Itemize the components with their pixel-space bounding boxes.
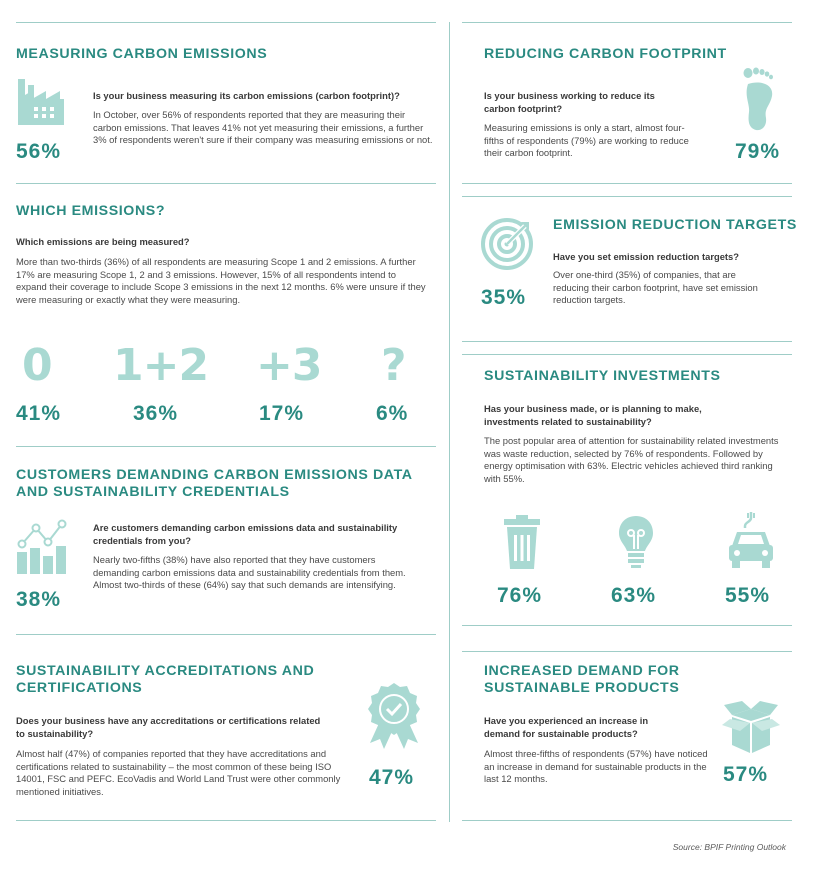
investments-body: The post popular area of attention for sustainability related investments was waste reduction, selected by 76% of respondents. Followed by energy optimisation with 63%. Electric vehicles achieved third ranking with 55%.: [484, 435, 779, 484]
section-title: EMISSION REDUCTION TARGETS: [553, 217, 797, 233]
divider-reducing: [462, 183, 792, 184]
divider-measuring: [16, 183, 436, 184]
scope-3-figure: +3: [256, 340, 322, 391]
scope-3-percentage: 17%: [259, 402, 305, 425]
divider-invest: [462, 354, 792, 355]
divider-customers: [16, 634, 436, 635]
accreditations-question: Does your business have any accreditations or certifications related to sustainability?: [16, 715, 321, 739]
reducing-percentage: 79%: [735, 140, 781, 163]
scope-none-percentage: 41%: [16, 402, 62, 425]
factory-icon: [16, 77, 66, 127]
measuring-question: Is your business measuring its carbon emissions (carbon footprint)?: [93, 90, 400, 101]
demand-body: Almost three-fifths of respondents (57%) have noticed an increase in demand for sustainable products in the last 12 months.: [484, 748, 708, 784]
section-title: INCREASED DEMAND FOR SUSTAINABLE PRODUCTS: [484, 663, 680, 696]
waste-reduction-percentage: 76%: [497, 584, 543, 607]
divider-which: [16, 446, 436, 447]
footprint-icon: [740, 66, 780, 132]
divider-invest-bottom: [462, 625, 792, 626]
scope-1-2-figure: 1+2: [113, 340, 209, 391]
customers-question: Are customers demanding carbon emissions data and sustainability credentials from you?: [93, 522, 398, 546]
electric-vehicles-percentage: 55%: [725, 584, 771, 607]
scope-none-figure: 0: [22, 340, 52, 391]
scope-1-2-percentage: 36%: [133, 402, 179, 425]
reducing-question: Is your business working to reduce its carbon footprint?: [484, 90, 655, 114]
top-rule-right: [462, 22, 792, 23]
chart-icon: [16, 518, 68, 574]
section-title: MEASURING CARBON EMISSIONS: [16, 46, 268, 62]
targets-body: Over one-third (35%) of companies, that are reducing their carbon footprint, have set emission reduction targets.: [553, 269, 758, 305]
customers-percentage: 38%: [16, 588, 62, 611]
targets-question: Have you set emission reduction targets?: [553, 251, 739, 262]
accreditations-body: Almost half (47%) of companies reported that they have accreditations and certifications related to sustainability – the most common of these being ISO 14001, FSC and PEFC. EcoVadis and World Land Trust were other commonly mentioned initiatives.: [16, 748, 341, 797]
section-title: REDUCING CARBON FOOTPRINT: [484, 46, 727, 62]
section-title: CUSTOMERS DEMANDING CARBON EMISSIONS DATA AND SUSTAINABILITY CREDENTIALS: [16, 467, 413, 500]
scope-unsure-percentage: 6%: [376, 402, 409, 425]
box-icon: [722, 701, 780, 753]
source-note: Source: BPIF Printing Outlook: [672, 842, 786, 852]
bottom-rule-left: [16, 820, 436, 821]
target-icon: [481, 218, 533, 270]
award-badge-icon: [366, 681, 422, 751]
measuring-percentage: 56%: [16, 140, 62, 163]
which-question: Which emissions are being measured?: [16, 236, 190, 247]
divider-targets-bottom: [462, 341, 792, 342]
demand-percentage: 57%: [723, 763, 769, 786]
which-body: More than two-thirds (36%) of all respondents are measuring Scope 1 and 2 emissions. A further 17% are measuring Scope 1, 2 and 3 emissions. However, 15% of all respondents intend to expand their coverage to include Scope 3 emissions in the next 12 months. 6% were unsure if they were measuring or exactly what they were measuring.: [16, 256, 426, 305]
top-rule-left: [16, 22, 436, 23]
investments-question: Has your business made, or is planning to make, investments related to sustainability?: [484, 403, 702, 427]
electric-car-icon: [728, 512, 774, 570]
lightbulb-icon: [618, 515, 654, 569]
customers-body: Nearly two-fifths (38%) have also reported that they have customers demanding carbon emissions data and sustainability credentials from them. Almost two-thirds of these (64%) say that such demands are intensifying.: [93, 554, 406, 590]
energy-optimisation-percentage: 63%: [611, 584, 657, 607]
accreditations-percentage: 47%: [369, 766, 415, 789]
demand-question: Have you experienced an increase in demand for sustainable products?: [484, 715, 649, 739]
divider-demand: [462, 651, 792, 652]
reducing-body: Measuring emissions is only a start, almost four-fifths of respondents (79%) are working to reduce their carbon footprint.: [484, 122, 689, 158]
bottom-rule-right: [462, 820, 792, 821]
divider-targets: [462, 196, 792, 197]
scope-unsure-figure: ?: [381, 340, 406, 391]
targets-percentage: 35%: [481, 286, 527, 309]
section-title: SUSTAINABILITY INVESTMENTS: [484, 368, 721, 384]
column-divider: [449, 22, 450, 822]
bin-icon: [502, 515, 542, 569]
section-title: SUSTAINABILITY ACCREDITATIONS AND CERTIFICATIONS: [16, 663, 315, 696]
measuring-body: In October, over 56% of respondents reported that they are measuring their carbon emissions. That leaves 41% not yet measuring their emissions, a further 3% of respondents weren't sure if their company was measuring emissions or not.: [93, 109, 433, 145]
section-title: WHICH EMISSIONS?: [16, 203, 166, 219]
